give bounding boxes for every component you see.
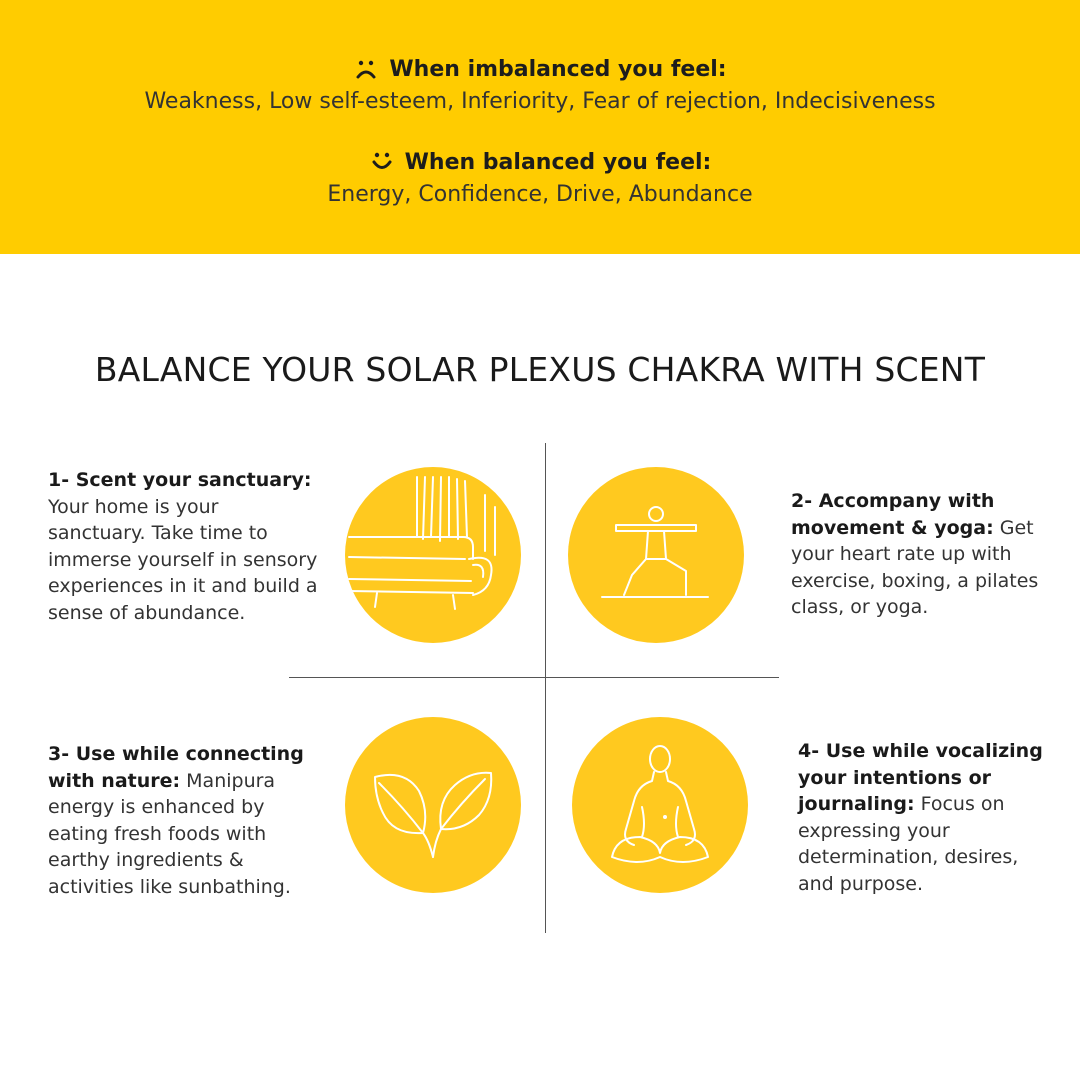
imbalanced-feelings: Weakness, Low self-esteem, Inferiority, Fear of rejection, Indecisiveness [144,89,936,114]
balanced-feelings: Energy, Confidence, Drive, Abundance [327,182,753,207]
tip-4-heading: 4- Use while vocalizing your intentions or journaling: [798,740,1043,815]
page-title: BALANCE YOUR SOLAR PLEXUS CHAKRA WITH SCENT [94,350,986,389]
tip-4-body: Focus on expressing your determination, desires, and purpose. [798,793,1019,895]
sofa-circle [345,467,521,643]
yoga-pose-icon [568,467,744,643]
smile-face-icon [369,149,395,175]
meditation-circle [572,717,748,893]
yoga-circle [568,467,744,643]
tip-1 [48,467,318,626]
tip-3 [48,741,318,900]
tip-1-heading: 1- Scent your sanctuary: [48,469,312,491]
leaves-circle [345,717,521,893]
tip-2-body: Get your heart rate up with exercise, boxing, a pilates class, or yoga. [791,516,1039,618]
balanced-heading-row [0,149,1080,175]
tip-2-heading: 2- Accompany with movement & yoga: [791,490,995,539]
meditation-icon [572,717,748,893]
vertical-divider [545,443,546,933]
sad-face-icon [353,56,379,82]
imbalanced-heading: When imbalanced you feel: [389,56,727,82]
tip-2 [791,488,1041,621]
tip-1-body: Your home is your sanctuary. Take time to immerse yourself in sensory experiences in it and build a sense of abundance. [48,495,318,624]
horizontal-divider [289,677,779,678]
tip-4 [798,738,1048,897]
sofa-icon [345,467,521,643]
leaves-icon [345,717,521,893]
imbalanced-heading-row [0,56,1080,82]
tip-3-heading: 3- Use while connecting with nature: [48,743,304,792]
balanced-heading: When balanced you feel: [404,149,712,175]
tip-3-body: Manipura energy is enhanced by eating fresh foods with earthy ingredients & activities like sunbathing. [48,769,291,898]
feelings-banner [0,0,1080,254]
